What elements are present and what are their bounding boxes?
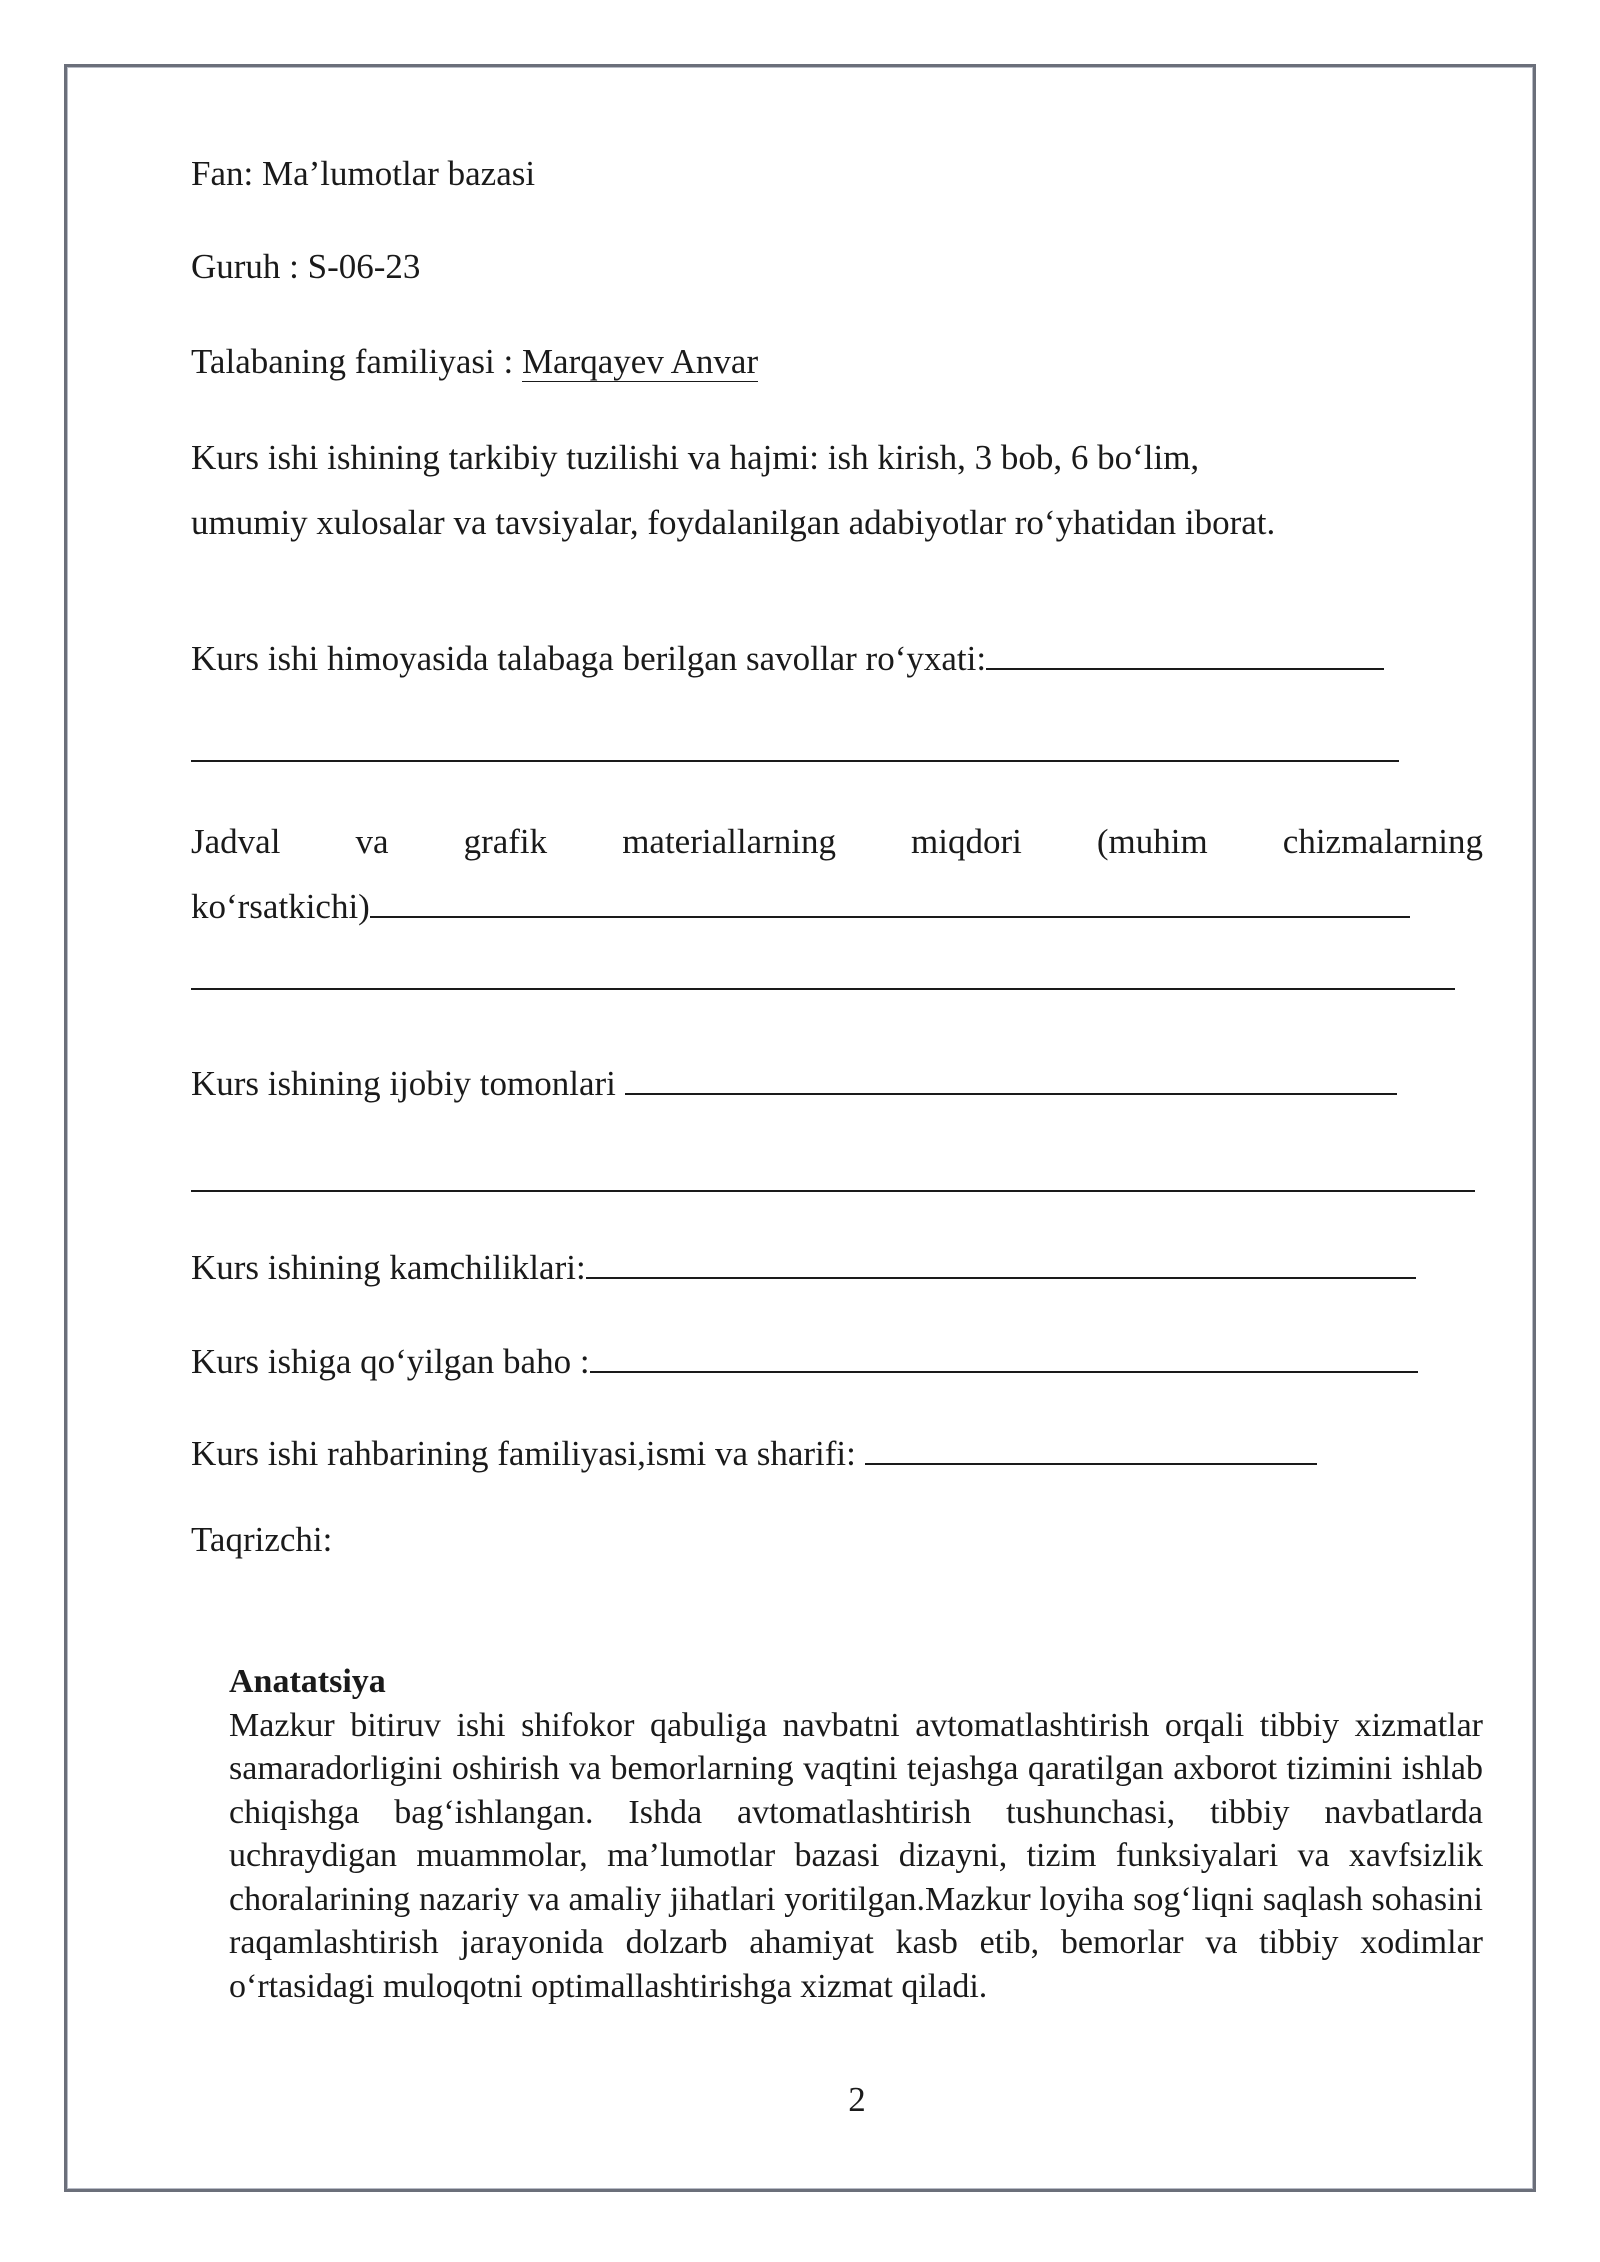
materials-word: materiallarning xyxy=(622,822,836,861)
materials-word: miqdori xyxy=(911,822,1022,861)
structure-line-1: Kurs ishi ishining tarkibiy tuzilishi va hajmi: ish kirish, 3 bob, 6 bo‘lim, xyxy=(191,438,1200,477)
materials-line-1 xyxy=(191,820,1483,864)
reviewer-label: Taqrizchi: xyxy=(191,1520,333,1559)
grade-field xyxy=(191,1340,1418,1384)
materials-blank[interactable] xyxy=(370,886,1410,918)
questions-blank-line-2[interactable] xyxy=(191,760,1399,762)
abstract-title: Anatatsiya xyxy=(229,1663,386,1700)
student-line xyxy=(191,340,758,384)
positives-label: Kurs ishining ijobiy tomonlari xyxy=(191,1064,625,1103)
shortcomings-blank[interactable] xyxy=(586,1247,1416,1279)
materials-word: Jadval xyxy=(191,822,281,861)
grade-blank[interactable] xyxy=(590,1341,1418,1373)
abstract-text: Mazkur bitiruv ishi shifokor qabuliga navbatni avtomatlashtirish orqali tibbiy xizmatlar samaradorligini oshirish va bemorlarning vaqtini tejashga qaratilgan axborot tizimini ishlab chiqishga bag‘ishlangan. Ishda avtomatlashtirish tushunchasi, tibbiy navbatlarda uchraydigan muammolar, ma’lumotlar bazasi dizayni, tizim funksiyalari va xavfsizlik choralarining nazariy va amaliy jihatlari yoritilgan.Mazkur loyiha sog‘liqni saqlash sohasini raqamlashtirish jarayonida dolzarb ahamiyat kasb etib, bemorlar va tibbiy xodimlar o‘rtasidagi muloqotni optimallashtirishga xizmat qiladi. xyxy=(229,1706,1483,2005)
positives-field xyxy=(191,1062,1397,1106)
questions-blank[interactable] xyxy=(986,638,1384,670)
supervisor-blank[interactable] xyxy=(865,1433,1317,1465)
questions-field xyxy=(191,637,1384,681)
group-line: Guruh : S-06-23 xyxy=(191,247,421,286)
materials-word: chizmalarning xyxy=(1282,822,1483,861)
supervisor-label: Kurs ishi rahbarining familiyasi,ismi va sharifi: xyxy=(191,1434,865,1473)
materials-blank-line-2[interactable] xyxy=(191,988,1455,990)
page-number: 2 xyxy=(848,2080,866,2119)
materials-word: (muhim xyxy=(1096,822,1208,861)
shortcomings-field xyxy=(191,1246,1416,1290)
supervisor-field xyxy=(191,1432,1317,1476)
materials-line-2 xyxy=(191,885,1410,929)
shortcomings-label: Kurs ishining kamchiliklari: xyxy=(191,1248,586,1287)
student-name: Marqayev Anvar xyxy=(521,342,759,381)
positives-blank[interactable] xyxy=(625,1063,1397,1095)
materials-word: va xyxy=(355,822,389,861)
questions-label: Kurs ishi himoyasida talabaga berilgan savollar ro‘yxati: xyxy=(191,639,987,678)
positives-blank-line-2[interactable] xyxy=(191,1190,1475,1192)
student-label: Talabaning familiyasi : xyxy=(191,342,522,381)
grade-label: Kurs ishiga qo‘yilgan baho : xyxy=(191,1342,590,1381)
structure-line-2: umumiy xulosalar va tavsiyalar, foydalanilgan adabiyotlar ro‘yhatidan iborat. xyxy=(191,503,1276,542)
abstract-section xyxy=(229,1660,1483,2008)
subject-line: Fan: Ma’lumotlar bazasi xyxy=(191,154,536,193)
materials-word: grafik xyxy=(463,822,548,861)
materials-label-cont: ko‘rsatkichi) xyxy=(191,887,370,926)
